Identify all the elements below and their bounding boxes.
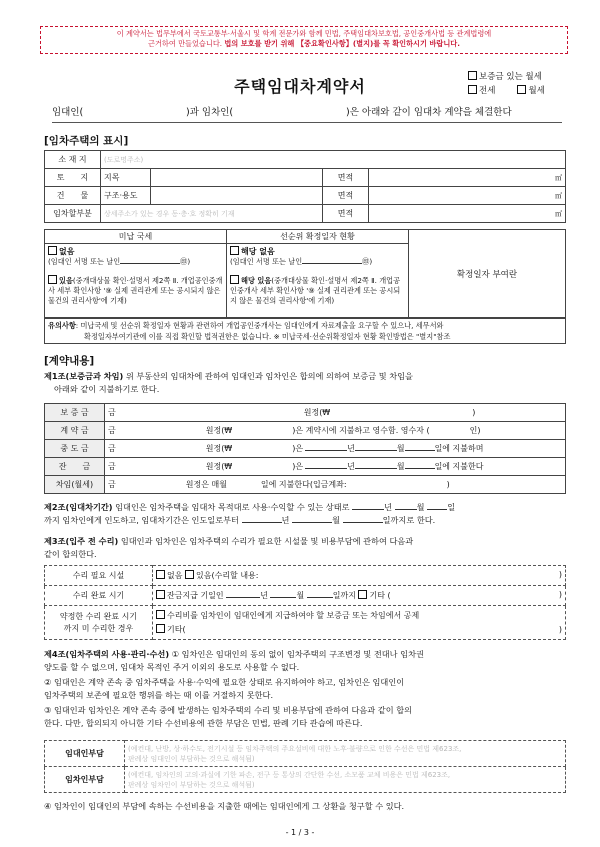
article-3 <box>44 535 566 561</box>
article-2-text-2: 까지 임차인에게 인도하고, 임대차기간은 인도일로부터 <box>44 515 239 525</box>
month-label: 월 <box>296 591 305 600</box>
checkbox-icon[interactable] <box>468 71 477 80</box>
building-type-field[interactable] <box>151 187 323 205</box>
middle-payment-field[interactable] <box>105 440 566 458</box>
article-1 <box>44 370 566 396</box>
month-blank[interactable] <box>270 597 296 598</box>
intro-tail: )은 아래와 같이 임대차 계약을 체결한다 <box>346 107 512 118</box>
year-label: 년 <box>347 462 355 471</box>
contract-tail: )은 계약시에 지불하고 영수함. 영수자 ( <box>292 426 430 435</box>
day-label: 일 <box>447 502 456 512</box>
intro-lessor: 임대인( <box>52 107 84 118</box>
option-label: 없음 <box>59 247 75 256</box>
middle-payment-label: 중 도 금 <box>45 440 105 458</box>
unit-label: ㎡ <box>555 191 562 200</box>
repair-table <box>44 565 566 640</box>
caution-text-2: 확정일자부여기관에 이를 직접 확인할 법적권한은 없습니다. ※ 미납국세·선순위확정일자 현황 확인방법은 "별지"참조 <box>84 332 451 341</box>
day-label: 일에 지불한다 <box>434 462 484 471</box>
seal-mark: ㊞) <box>180 257 191 266</box>
location-field[interactable] <box>101 151 566 169</box>
paren-close: ) <box>446 480 450 489</box>
leased-area-label: 면적 <box>323 205 369 223</box>
month-label: 월 <box>396 462 405 471</box>
article-4-p2b: 임차주택의 보존에 필요한 행위를 하는 때 이를 거절하지 못한다. <box>44 690 274 700</box>
unrepaired-field[interactable] <box>153 606 566 640</box>
unrepaired-label-1: 약정한 수리 완료 시기 <box>59 611 138 621</box>
year-blank[interactable] <box>226 597 260 598</box>
repair-deadline-label: 수리 완료 시기 <box>45 586 153 606</box>
won-label: 원정(₩ <box>205 444 233 453</box>
checkbox-icon[interactable] <box>185 570 194 579</box>
year-label: 년 <box>281 515 290 525</box>
type-option-deposit-rent[interactable] <box>468 70 545 84</box>
option-label: 기타 ( <box>369 591 391 600</box>
checkbox-icon[interactable] <box>358 590 367 599</box>
leased-part-field[interactable] <box>101 205 323 223</box>
land-type-label: 지목 <box>101 169 151 187</box>
month-blank[interactable] <box>355 450 397 451</box>
location-placeholder: (도로명주소) <box>104 155 144 164</box>
sign-label: (임대인 서명 또는 날인 <box>230 257 303 266</box>
option-label: 수리비를 임차인이 임대인에게 지급하여야 할 보증금 또는 차임에서 공제 <box>167 610 420 620</box>
option-note: (중개대상물 확인·설명서 제2쪽 Ⅱ. 개업공인중개사 세부 확인사항 '⑨ 실제 권리관계 또는 공시되지 않은 물건의 권리사항'에 기재) <box>48 276 223 305</box>
article-2-text-3: 일까지로 한다. <box>382 515 436 525</box>
article-3-title: 제3조(입주 전 수리) <box>44 536 119 546</box>
rent-label: 차임(월세) <box>45 476 105 494</box>
rent-text: 원정은 매월 <box>185 480 227 489</box>
year-label: 년 <box>347 444 355 453</box>
fixed-date-heading: 선순위 확정일자 현황 <box>227 230 409 244</box>
day-blank[interactable] <box>405 468 435 469</box>
article-1-title: 제1조(보증금과 차임) <box>44 371 124 381</box>
won-label: 원정(₩ <box>205 426 233 435</box>
day-blank[interactable] <box>405 450 435 451</box>
legal-notice-box <box>40 26 568 54</box>
geum-label: 금 <box>108 444 116 453</box>
geum-label: 금 <box>108 462 116 471</box>
month-label: 월 <box>332 515 340 525</box>
deposit-label: 보 증 금 <box>45 404 105 422</box>
month-blank[interactable] <box>395 509 417 510</box>
balance-field[interactable] <box>105 458 566 476</box>
land-area-field[interactable] <box>369 169 566 187</box>
notice-emphasis: 법의 보호를 받기 위해 【중요확인사항】(별지)를 꼭 확인하시기 바랍니다. <box>224 39 460 48</box>
day-blank[interactable] <box>343 522 383 523</box>
fixed-na-option[interactable] <box>230 246 405 257</box>
article-1-text-2: 아래와 같이 지불하기로 한다. <box>54 384 160 394</box>
property-table <box>44 150 566 223</box>
geum-label: 금 <box>108 426 116 435</box>
caution-box <box>44 318 566 344</box>
leased-area-field[interactable] <box>369 205 566 223</box>
day-blank[interactable] <box>427 509 447 510</box>
tax-none-option[interactable] <box>48 246 223 257</box>
lessor-burden-label: 임대인부담 <box>45 741 125 767</box>
notice-text: 근거하여 만들었습니다. <box>148 39 225 48</box>
section-terms-heading: [계약내용] <box>44 355 95 367</box>
repair-burden-table <box>44 740 566 793</box>
tax-have-option[interactable] <box>48 275 223 306</box>
option-label: 있음(수리할 내용: <box>196 571 259 580</box>
lessor-burden-field[interactable] <box>125 741 566 767</box>
location-label: 소 재 지 <box>45 151 101 169</box>
option-label: 일까지 <box>332 591 356 600</box>
type-label: 전세 <box>479 86 496 96</box>
repair-deadline-field[interactable] <box>153 586 566 606</box>
type-label: 월세 <box>528 86 545 96</box>
document-title: 주택임대차계약서 <box>234 77 366 96</box>
article-4-title: 제4조(임차주택의 사용·관리·수선) <box>44 649 170 659</box>
seal-mark: ㊞) <box>362 257 373 266</box>
option-label: 해당 없음 <box>241 247 275 256</box>
checkbox-icon[interactable] <box>230 246 239 255</box>
geum-label: 금 <box>108 480 116 489</box>
lessee-burden-label: 임차인부담 <box>45 767 125 793</box>
sign-label: (임대인 서명 또는 날인 <box>48 257 121 266</box>
type-option-jeonse[interactable] <box>468 86 495 96</box>
paren-close: ) <box>558 624 562 634</box>
notice-line-2 <box>45 39 563 49</box>
contract-type-options <box>468 70 545 98</box>
checkbox-icon[interactable] <box>230 275 239 284</box>
month-blank[interactable] <box>292 522 332 523</box>
year-blank[interactable] <box>242 522 282 523</box>
leased-part-placeholder: 상세주소가 있는 경우 동·층·호 정확히 기재 <box>104 209 235 218</box>
paren-close: ) <box>472 408 476 417</box>
caution-text: : 미납국세 및 선순위 확정일자 현황과 관련하여 개업공인중개사는 임대인에게 자료제출을 요구할 수 있으나, 세무서와 <box>75 321 444 330</box>
unrepaired-label-2: 까지 미 수리한 경우 <box>63 623 134 633</box>
checkbox-icon[interactable] <box>156 610 165 619</box>
year-label: 년 <box>384 502 393 512</box>
article-1-text: 위 부동산의 임대차에 관하여 임대인과 임차인은 합의에 의하여 보증금 및 차임을 <box>123 371 413 381</box>
type-label: 보증금 있는 월세 <box>479 72 542 82</box>
option-label: 기타( <box>167 624 186 634</box>
lessor-placeholder-2: 판례상 임대인이 부담하는 것으로 해석됨) <box>128 754 255 763</box>
leased-part-label: 임차할부분 <box>45 205 101 223</box>
article-3-text-2: 같이 합의한다. <box>44 549 97 559</box>
signature-line[interactable] <box>302 263 362 264</box>
land-type-field[interactable] <box>151 169 323 187</box>
checkbox-icon[interactable] <box>156 570 165 579</box>
lessee-placeholder: (예컨대, 임차인의 고의·과실에 기한 파손, 전구 등 통상의 간단한 수선, 소모품 교체 비용은 민법 제623조, <box>128 770 451 779</box>
eun-label: )은 <box>292 444 304 453</box>
signature-line[interactable] <box>120 263 180 264</box>
article-4-p2: ② 임대인은 계약 존속 중 임차주택을 사용·수익에 필요한 상태로 유지하여야 하고, 임차인은 임대인이 <box>44 677 405 687</box>
option-label: 있음 <box>59 276 73 285</box>
caution-label: 유의사항 <box>48 321 76 330</box>
notice-line-1: 이 계약서는 법무부에서 국토교통부·서울시 및 학계 전문가와 함께 민법, 주택임대차보호법, 공인중개사법 등 관계법령에 <box>116 29 492 38</box>
year-blank[interactable] <box>352 509 384 510</box>
lessee-placeholder-2: 판례상 임차인이 부담하는 것으로 해석됨) <box>128 780 255 789</box>
page-number: - 1 / 3 - <box>285 828 315 837</box>
type-option-monthly[interactable] <box>517 86 544 96</box>
article-4 <box>44 648 566 730</box>
article-2-text: 임대인은 임차주택을 임대차 목적대로 사용·수익할 수 있는 상태로 <box>112 502 350 512</box>
paren-close: ) <box>558 590 562 599</box>
rent-field[interactable] <box>105 476 566 494</box>
section-property-heading: [임차주택의 표시] <box>44 135 129 147</box>
checkbox-icon[interactable] <box>517 85 526 94</box>
checkbox-icon[interactable] <box>156 624 165 633</box>
land-area-label: 면적 <box>323 169 369 187</box>
checkbox-icon[interactable] <box>48 275 57 284</box>
article-4-p3b: 한다. 다만, 합의되지 아니한 기타 수선비용에 관한 부담은 민법, 판례 기타 관습에 따른다. <box>44 718 363 728</box>
intro-lessee: )과 임차인( <box>186 107 234 118</box>
unrepaired-label <box>45 606 153 640</box>
unit-label: ㎡ <box>555 173 562 182</box>
land-label: 토 지 <box>45 169 101 187</box>
won-label: 원정(₩ <box>303 408 331 417</box>
fixed-have-option[interactable] <box>230 275 405 306</box>
balance-label: 잔 금 <box>45 458 105 476</box>
lessee-burden-field[interactable] <box>125 767 566 793</box>
article-2-title: 제2조(임대차기간) <box>44 502 113 512</box>
article-4-p1: ① 임차인은 임대인의 동의 없이 임차주택의 구조변경 및 전대나 임차권 <box>169 649 424 659</box>
fixed-date-stamp-area: 확정일자 부여란 <box>409 230 566 318</box>
lessor-placeholder: (예컨대, 난방, 상·하수도, 전기시설 등 임차주택의 주요설비에 대한 노후·불량으로 인한 수선은 민법 제623조, <box>128 744 462 753</box>
payment-table <box>44 403 566 494</box>
unpaid-tax-heading: 미납 국세 <box>45 230 227 244</box>
contract-payment-field[interactable] <box>105 422 566 440</box>
building-area-label: 면적 <box>323 187 369 205</box>
article-4-p1b: 양도를 할 수 없으며, 임대차 목적인 주거 이외의 용도로 사용할 수 없다. <box>44 662 300 672</box>
tax-status-table <box>44 229 566 318</box>
day-blank[interactable] <box>307 597 333 598</box>
month-label: 월 <box>416 502 425 512</box>
article-3-text: 임대인과 임차인은 임차주택의 수리가 필요한 시설물 및 비용부담에 관하여 다음과 <box>118 536 414 546</box>
deposit-field[interactable] <box>105 404 566 422</box>
day-label: 일에 지불하며 <box>434 444 484 453</box>
year-blank[interactable] <box>305 450 347 451</box>
paren-close: ) <box>558 570 562 579</box>
option-note: (중개대상물 확인·설명서 제2쪽 Ⅱ. 개업공인중개사 세부 확인사항 '⑨ 실제 권리관계 또는 공시되지 않은 물건의 권리사항'에 기재) <box>230 276 401 305</box>
seal-label: 인) <box>469 426 481 435</box>
option-label: 잔금지급 기일인 <box>167 591 224 600</box>
year-blank[interactable] <box>305 468 347 469</box>
year-label: 년 <box>260 591 268 600</box>
intro-line <box>52 104 562 123</box>
won-label: 원정(₩ <box>205 462 233 471</box>
checkbox-icon[interactable] <box>48 246 57 255</box>
eun-label: )은 <box>292 462 304 471</box>
rent-tail: 일에 지불한다(입금계좌: <box>260 480 347 489</box>
month-label: 월 <box>396 444 405 453</box>
repair-needed-label: 수리 필요 시설 <box>45 566 153 586</box>
geum-label: 금 <box>108 408 116 417</box>
fixed-date-cell <box>227 244 409 318</box>
unit-label: ㎡ <box>555 209 562 218</box>
checkbox-icon[interactable] <box>468 85 477 94</box>
building-area-field[interactable] <box>369 187 566 205</box>
month-blank[interactable] <box>355 468 397 469</box>
building-label: 건 물 <box>45 187 101 205</box>
building-type-label: 구조·용도 <box>101 187 151 205</box>
repair-needed-field[interactable] <box>153 566 566 586</box>
article-4-p4: ④ 임차인이 임대인의 부담에 속하는 수선비용을 지출한 때에는 임대인에게 그 상환을 청구할 수 있다. <box>44 801 405 811</box>
article-2 <box>44 501 566 527</box>
article-4-p3: ③ 임대인과 임차인은 계약 존속 중에 발생하는 임차주택의 수리 및 비용부담에 관하여 다음과 같이 합의 <box>44 705 413 715</box>
contract-payment-label: 계 약 금 <box>45 422 105 440</box>
option-label: 없음 <box>167 571 183 580</box>
checkbox-icon[interactable] <box>156 590 165 599</box>
option-label: 해당 있음 <box>241 276 272 285</box>
unpaid-tax-cell <box>45 244 227 318</box>
